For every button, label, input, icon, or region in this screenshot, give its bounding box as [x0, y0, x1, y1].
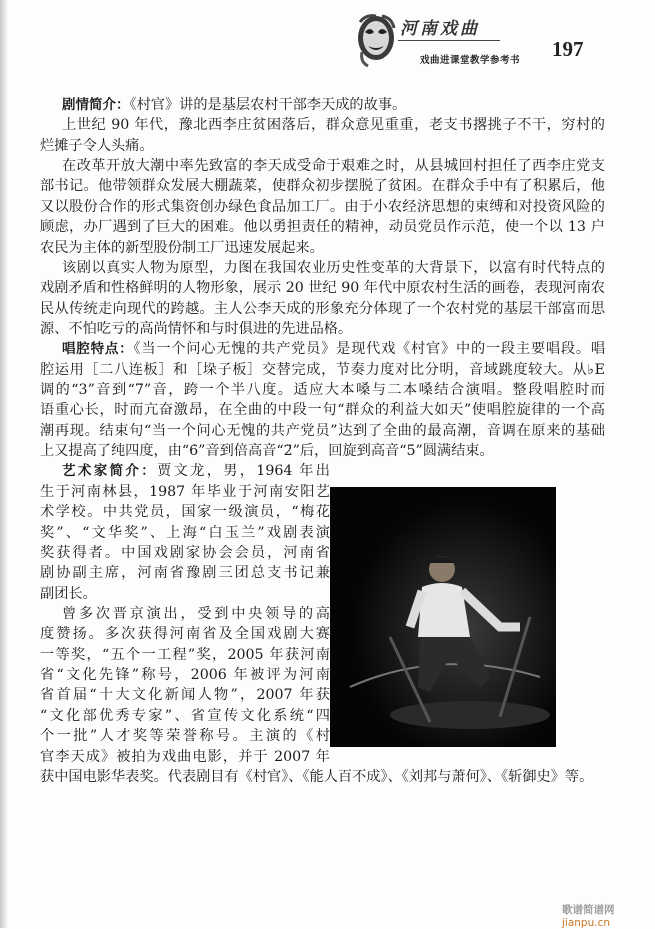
text-line: [40, 380, 605, 400]
text-line: [40, 685, 330, 705]
text-line: [62, 258, 605, 278]
text-line: [62, 95, 605, 115]
text-line: [40, 197, 605, 217]
header-rule: [398, 40, 500, 41]
line-text: 语重心长，时而亢奋激昂，在全曲的中段一句“群众的利益大如天”使唱腔旋律的一个高: [40, 402, 605, 419]
text-line: [40, 400, 605, 420]
text-line: [40, 624, 330, 644]
section-label: 剧情简介：: [62, 97, 130, 113]
text-line: [40, 421, 605, 441]
line-text: 省“文化先锋”称号，2006 年被评为河南: [40, 667, 330, 684]
text-line: [40, 278, 605, 298]
line-text: 上世纪 90 年代，豫北西李庄贫困落后，群众意见重重，老支书撂挑子不干，穷村的: [62, 117, 605, 134]
line-text: 潮再现。结束句“当一个问心无愧的共产党员”达到了全曲的最高潮，音调在原来的基础: [40, 422, 605, 439]
line-text: 贾文龙，男，1964 年出: [157, 463, 330, 480]
line-text: 奖”、“文华奖”、上海“白玉兰”戏剧表演: [40, 524, 330, 541]
line-text: 术学校。中共党员，国家一级演员，“梅花: [40, 504, 330, 521]
text-line: [40, 319, 605, 339]
line-text: 官李天成》被拍为戏曲电影，并于 2007 年: [40, 748, 330, 765]
line-text: 曾多次晋京演出，受到中央领导的高: [62, 606, 330, 622]
text-line: [40, 706, 330, 726]
watermark: [562, 902, 655, 929]
text-line: [40, 217, 605, 237]
text-line: [40, 726, 330, 746]
line-text: 生于河南林县，1987 年毕业于河南安阳艺: [40, 483, 330, 500]
line-text: 又以股份合作的形式集资创办绿色食品加工厂。由于小农经济思想的束缚和对投资风险的: [40, 198, 605, 215]
line-text: 该剧以真实人物为原型，力图在我国农业历史性变革的大背景下，以富有时代特点的: [62, 259, 605, 276]
line-text: 度赞扬。多次获得河南省及全国戏剧大赛: [40, 626, 330, 643]
text-line: [40, 502, 330, 522]
text-line: [40, 136, 605, 156]
watermark-cn: 歌谱简谱网: [562, 904, 615, 916]
text-line: [40, 645, 330, 665]
scan-edge: [0, 0, 8, 928]
line-text: 调的“3”音到“7̇”音，跨一个半八度。适应大本嗓与二本嗓结合演唱。整段唱腔时而: [40, 382, 605, 399]
line-text: 烂摊子令人头痛。: [40, 137, 154, 154]
line-text: 获中国电影华表奖。代表剧目有《村官》、《能人百不成》、《刘邦与萧何》、《斩御史》等。: [40, 768, 594, 785]
line-text: 一等奖，“五个一工程”奖，2005 年获河南: [40, 646, 330, 663]
text-line: [40, 360, 605, 380]
line-text: 奖获得者。中国戏剧家协会会员，河南省: [40, 544, 330, 561]
brand-title: 河南戏曲: [400, 19, 480, 39]
text-line: [62, 115, 605, 135]
line-text: 源、不怕吃亏的高尚情怀和与时俱进的先进品格。: [40, 320, 353, 337]
line-text: 《村官》讲的是基层农村干部李天成的故事。: [129, 97, 407, 113]
text-line: [40, 563, 330, 583]
text-line: [40, 441, 605, 461]
text-line: [40, 543, 330, 563]
line-text: 农民为主体的新型股份制工厂迅速发展起来。: [40, 239, 324, 256]
line-text: 戏剧矛盾和性格鲜明的人物形象，展示 20 世纪 90 年代中原农村生活的画卷，表现河南农: [40, 280, 605, 297]
text-line: [40, 767, 605, 787]
line-text: 个一批”人才奖等荣誉称号。主演的《村: [40, 728, 330, 745]
text-line: [62, 604, 330, 624]
text-line: [40, 482, 330, 502]
text-line: [40, 747, 330, 767]
text-line: [40, 523, 330, 543]
section-label: 艺术家简介：: [62, 463, 158, 480]
opera-mask-logo: [352, 12, 398, 68]
text-line: [40, 584, 330, 604]
text-line: [40, 176, 605, 196]
section-label: 唱腔特点：: [62, 341, 134, 358]
line-text: 在改革开放大潮中率先致富的李天成受命于艰难之时，从县城回村担任了西李庄党支: [62, 158, 605, 175]
line-text: 剧协副主席，河南省豫剧三团总支书记兼: [40, 565, 330, 582]
line-text: 部书记。他带领群众发展大棚蔬菜，使群众初步摆脱了贫困。在群众手中有了积累后，他: [40, 178, 605, 195]
line-text: 顾虑，办厂遇到了巨大的困难。他以勇担责任的精神，动员党员作示范，使一个以 13 户: [40, 219, 605, 236]
text-line: [62, 339, 605, 359]
line-text: “文化部优秀专家”、省宣传文化系统“四: [40, 707, 330, 724]
text-line: [62, 461, 330, 481]
page-number: 197: [552, 37, 584, 61]
text-line: [40, 299, 605, 319]
line-text: 副团长。: [40, 585, 97, 602]
text-line: [40, 238, 605, 258]
book-subtitle: 戏曲进课堂教学参考书: [420, 55, 521, 66]
performer-photo: [330, 487, 556, 747]
line-text: 腔运用［二八连板］和［垛子板］交替完成，节奏力度对比分明，音域跳度较大。从♭E: [40, 361, 605, 378]
line-text: 《当一个问心无愧的共产党员》是现代戏《村官》中的一段主要唱段。唱: [133, 341, 606, 358]
line-text: 省首届“十大文化新闻人物”，2007 年获: [40, 687, 330, 704]
line-text: 民从传统走向现代的跨越。主人公李天成的形象充分体现了一个农村党的基层干部富而思: [40, 300, 605, 317]
watermark-url: jianpu.cn: [562, 917, 611, 929]
line-text: 上又提高了纯四度，由“6̇”音到倍高音“2̈”后，回旋到高音“5̇”圆满结束。: [40, 443, 494, 460]
text-line: [62, 156, 605, 176]
text-line: [40, 665, 330, 685]
